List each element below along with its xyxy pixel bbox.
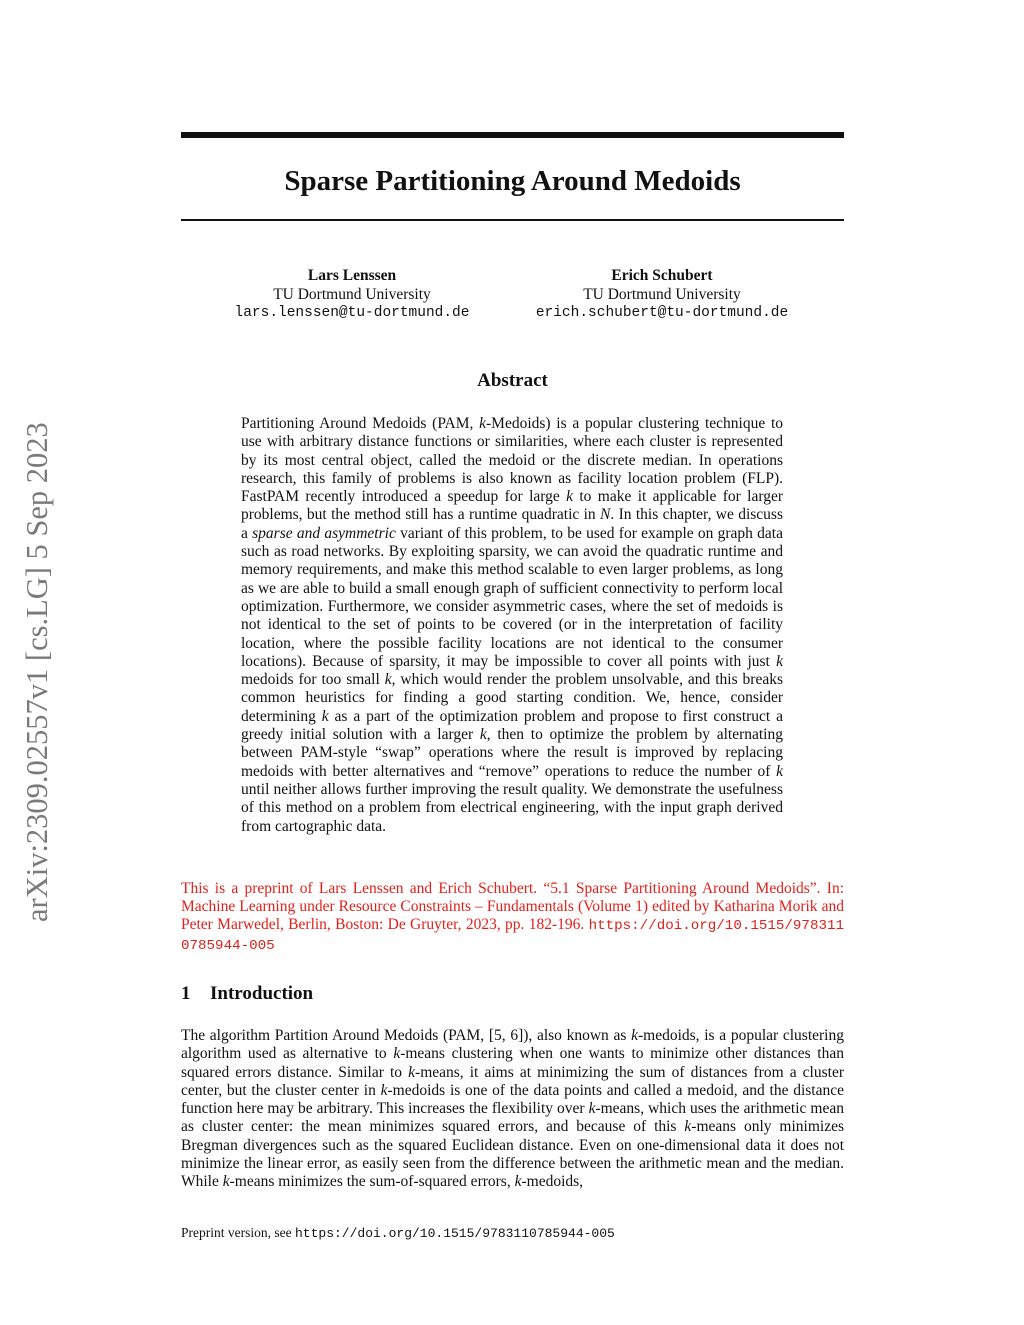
footer-doi-link[interactable]: https://doi.org/10.1515/9783110785944-005 [294,1226,615,1241]
author-block [212,266,492,323]
author-email: erich.schubert@tu-dortmund.de [535,305,789,321]
author-name: Erich Schubert [611,267,713,284]
arxiv-side-identifier: arXiv:2309.02557v1 [cs.LG] 5 Sep 2023 [20,422,54,922]
author-affiliation: TU Dortmund University [583,286,741,303]
page-footer: Preprint version, see https://doi.org/10.1515/9783110785944-005 [181,1225,615,1241]
title-bottom-rule [181,219,844,221]
title-top-rule [181,132,844,138]
section-number: 1 [181,983,191,1004]
author-email: lars.lenssen@tu-dortmund.de [234,305,470,321]
author-affiliation: TU Dortmund University [273,286,431,303]
introduction-paragraph: The algorithm Partition Around Medoids (PAM, [5, 6]), also known as k-medoids, is a popular clustering algorithm used as alternative to k-means clustering when one wants to minimize other distances than squared errors distance. Similar to k-means, it aims at minimizing the sum of distances from a cluster center, but the cluster center in k-medoids is one of the data points and called a medoid, and the distance function here may be arbitrary. This increases the flexibility over k-means, which uses the arithmetic mean as cluster center: the mean minimizes squared errors, and because of this k-means only minimizes Bregman divergences such as the squared Euclidean distance. Even on one-dimensional data it does not minimize the linear error, as easily seen from the difference between the arithmetic mean and the median. While k-means minimizes the sum-of-squared errors, k-medoids, [181,1027,844,1191]
section-title: Introduction [210,983,314,1004]
author-block [522,266,802,323]
paper-title: Sparse Partitioning Around Medoids [284,165,741,197]
abstract-heading: Abstract [477,370,548,391]
author-name: Lars Lenssen [307,267,397,284]
preprint-notice: This is a preprint of Lars Lenssen and Erich Schubert. “5.1 Sparse Partitioning Around Medoids”. In: Machine Learning under Resource Constraints – Fundamentals (Volume 1) edited by Katharina Morik and Peter Marwedel, Berlin, Boston: De Gruyter, 2023, pp. 182-196. https://doi.org/10.1515/9783110785944-005 [181,880,844,954]
abstract-body: Partitioning Around Medoids (PAM, k-Medoids) is a popular clustering technique to use with arbitrary distance functions or similarities, where each cluster is represented by its most central object, called the medoid or the discrete median. In operations research, this family of problems is also known as facility location problem (FLP). FastPAM recently introduced a speedup for large k to make it applicable for larger problems, but the method still has a runtime quadratic in N. In this chapter, we discuss a sparse and asymmetric variant of this problem, to be used for example on graph data such as road networks. By exploiting sparsity, we can avoid the quadratic runtime and memory requirements, and make this method scalable to even larger problems, as long as we are able to build a small enough graph of sufficient connectivity to perform local optimization. Furthermore, we consider asymmetric cases, where the set of medoids is not identical to the set of points to be covered (or in the interpretation of facility location, where the possible facility locations are not identical to the consumer locations). Because of sparsity, it may be impossible to cover all points with just k medoids for too small k, which would render the problem unsolvable, and this breaks common heuristics for finding a good starting condition. We, hence, consider determining k as a part of the optimization problem and propose to first construct a greedy initial solution with a larger k, then to optimize the problem by alternating between PAM-style “swap” operations where the result is improved by replacing medoids with better alternatives and “remove” operations to reduce the number of k until neither allows further improving the result quality. We demonstrate the usefulness of this method on a problem from electrical engineering, with the input graph derived from cartographic data. [241,415,783,835]
doi-link[interactable]: https://doi.org/10.1515/9783110785944-005 [181,918,844,954]
section-heading-introduction [181,982,313,1006]
